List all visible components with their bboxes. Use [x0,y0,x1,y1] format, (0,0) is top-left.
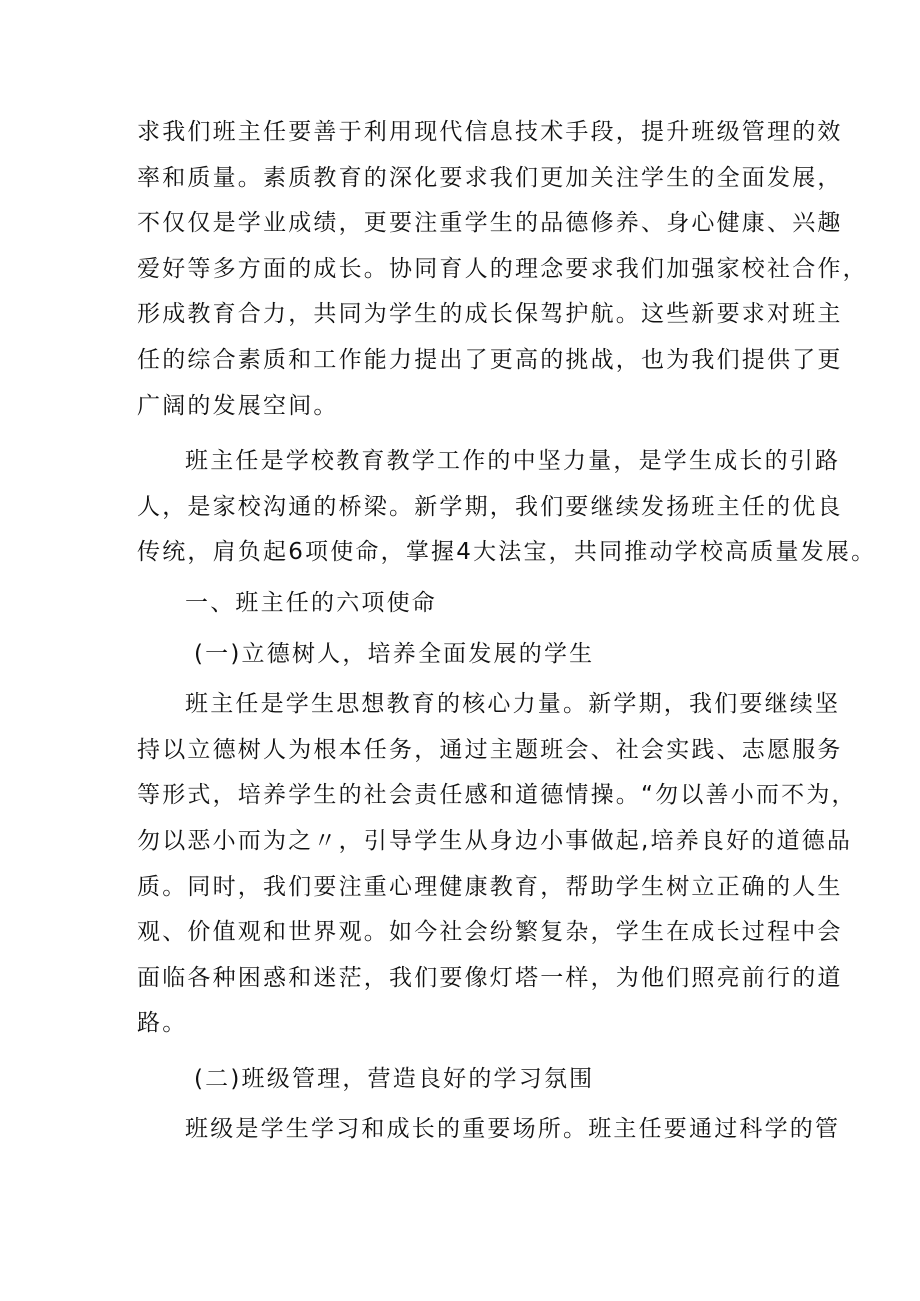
text-line: 班主任是学生思想教育的核心力量。新学期，我们要继续坚 [185,691,841,718]
text-line: 班级是学生学习和成长的重要场所。班主任要通过科学的管 [185,1116,841,1143]
text-line: 传统，肩负起6项使命，掌握4大法宝，共同推动学校高质量发展。 [137,539,877,566]
text-line: 人，是家校沟通的桥梁。新学期，我们要继续发扬班主任的优良 [137,493,843,520]
text-line: 观、价值观和世界观。如今社会纷繁复杂，学生在成长过程中会 [137,919,843,946]
text-line: 不仅仅是学业成绩，更要注重学生的品德修养、身心健康、兴趣 [137,210,843,237]
text-line: 爱好等多方面的成长。协同育人的理念要求我们加强家校社合作， [137,255,868,282]
text-line: 等形式，培养学生的社会责任感和道德情操。“勿以善小而不为， [137,782,857,809]
subsection-heading-2: (二)班级管理，营造良好的学习氛围 [194,1065,595,1092]
paragraph-4 [137,1107,841,1153]
text-line: 任的综合素质和工作能力提出了更高的挑战，也为我们提供了更 [137,346,843,373]
subsection-heading-1: (一)立德树人，培养全面发展的学生 [194,640,595,667]
text-line: 路。 [137,1010,188,1037]
text-line: 面临各种困惑和迷茫，我们要像灯塔一样，为他们照亮前行的道 [137,964,843,991]
document-body [137,110,877,1153]
text-line: 勿以恶小而为之〃，引导学生从身边小事做起,培养良好的道德品 [137,827,853,854]
section-heading: 一、班主任的六项使命 [185,589,437,616]
text-line: 广阔的发展空间。 [137,392,339,419]
text-line: 班主任是学校教育教学工作的中坚力量，是学生成长的引路 [185,448,841,475]
text-line: 质。同时，我们要注重心理健康教育，帮助学生树立正确的人生 [137,873,843,900]
text-line: 求我们班主任要善于利用现代信息技术手段，提升班级管理的效 [137,119,843,145]
text-line: 率和质量。素质教育的深化要求我们更加关注学生的全面发展， [137,164,843,191]
paragraph-3 [137,682,857,1047]
paragraph-2 [137,439,877,576]
paragraph-1 [137,110,868,429]
text-line: 持以立德树人为根本任务，通过主题班会、社会实践、志愿服务 [137,736,843,763]
text-line: 形成教育合力，共同为学生的成长保驾护航。这些新要求对班主 [137,301,843,328]
